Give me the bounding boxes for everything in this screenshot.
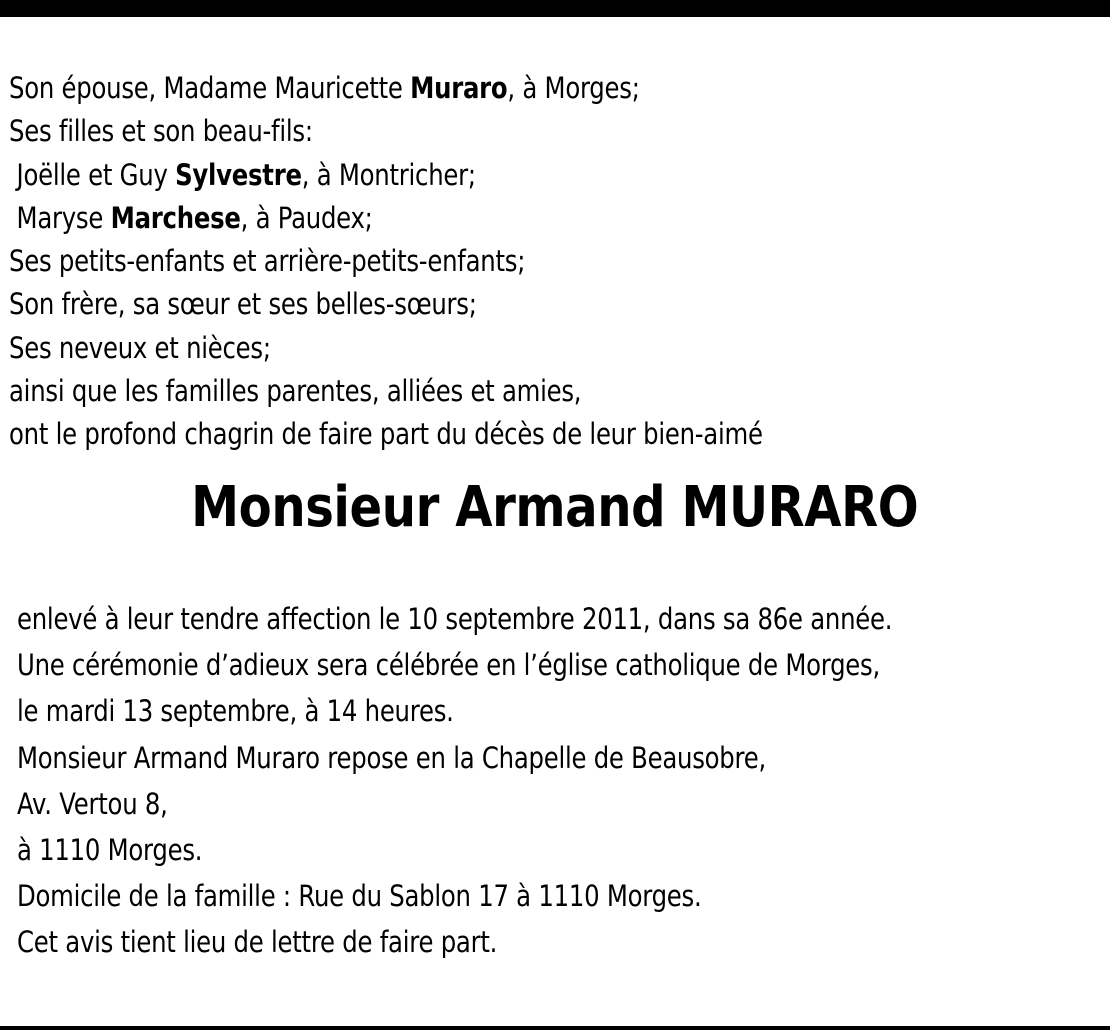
detail-line: Domicile de la famille : Rue du Sablon 17 à 1110 Morges. [17,879,702,914]
surname-marchese: Marchese [110,200,241,235]
family-line: ont le profond chagrin de faire part du décès de leur bien-aimé [9,417,763,452]
detail-line: le mardi 13 septembre, à 14 heures. [17,694,454,729]
family-line: Maryse Marchese, à Paudex; [16,200,373,235]
surname-muraro: Muraro [410,71,508,105]
family-line: Son épouse, Madame Mauricette Muraro, à Morges; [9,71,640,105]
detail-line: à 1110 Morges. [17,832,203,867]
detail-line: Av. Vertou 8, [17,786,168,821]
detail-line: enlevé à leur tendre affection le 10 septembre 2011, dans sa 86e année. [17,602,893,636]
surname-sylvestre: Sylvestre [175,157,302,192]
funeral-details [17,596,941,966]
family-line: Son frère, sa sœur et ses belles-sœurs; [9,287,477,322]
top-border-rule [0,0,1110,17]
family-line: Ses petits-enfants et arrière-petits-enfants; [9,244,526,279]
family-line: Ses neveux et nièces; [9,330,271,365]
family-members-list [9,67,925,457]
detail-line: Une cérémonie d’adieux sera célébrée en l’église catholique de Morges, [17,648,880,683]
detail-line: Cet avis tient lieu de lettre de faire part. [17,925,498,960]
deceased-name-heading: Monsieur Armand MURARO [191,475,919,540]
bottom-border-rule [0,1026,1110,1030]
detail-line: Monsieur Armand Muraro repose en la Chapelle de Beausobre, [17,740,766,775]
family-line: Joëlle et Guy Sylvestre, à Montricher; [16,157,476,192]
family-line: ainsi que les familles parentes, alliées et amies, [9,374,582,409]
family-line: Ses filles et son beau-fils: [9,114,313,149]
